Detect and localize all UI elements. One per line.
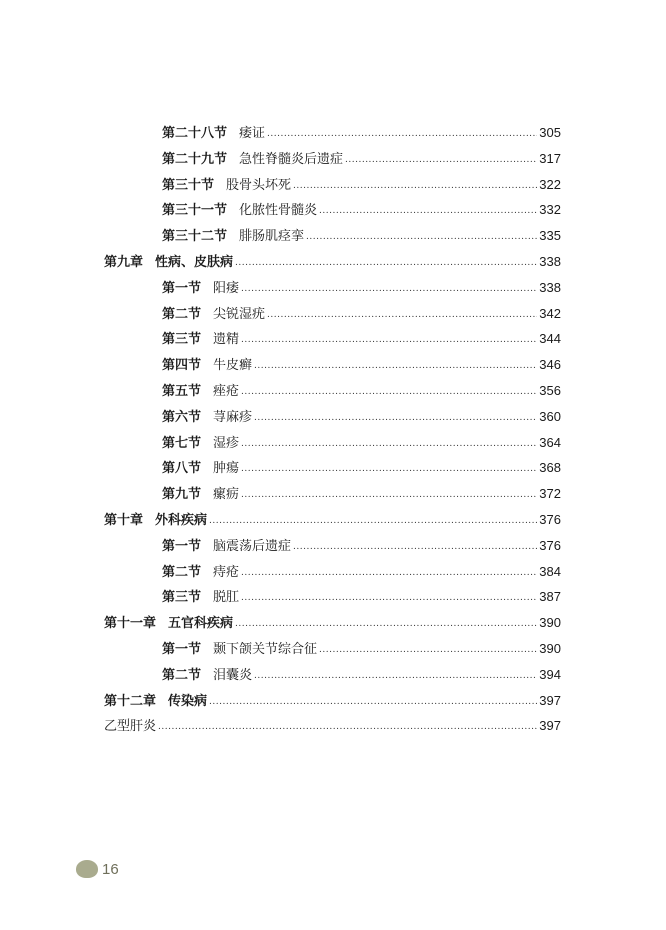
toc-section-row[interactable] <box>104 223 561 249</box>
toc-entry-number: 第十二章 <box>104 693 157 709</box>
toc-entry-label <box>162 302 265 328</box>
toc-entry-page: 394 <box>539 666 561 682</box>
toc-entry-label <box>162 276 239 302</box>
toc-section-row[interactable] <box>104 301 561 327</box>
toc-entry-label <box>162 637 317 663</box>
toc-section-row[interactable] <box>104 636 561 662</box>
toc-entry-number: 第二十九节 <box>162 151 228 167</box>
toc-entry-title: 痔疮 <box>213 564 240 580</box>
toc-entry-number: 第三节 <box>162 332 202 348</box>
dot-leader <box>235 251 537 277</box>
toc-section-row[interactable] <box>104 378 561 404</box>
toc-entry-title: 腓肠肌痉挛 <box>239 229 305 245</box>
toc-entry-title: 颞下颌关节综合征 <box>213 641 318 657</box>
toc-entry-number: 第十一章 <box>104 616 157 632</box>
toc-entry-number: 第九章 <box>104 254 144 270</box>
toc-entry-title: 传染病 <box>168 693 208 709</box>
toc-entry-label <box>104 508 207 534</box>
toc-chapter-row[interactable] <box>104 688 561 714</box>
toc-section-row[interactable] <box>104 533 561 559</box>
dot-leader <box>293 174 537 200</box>
toc-entry-title: 湿疹 <box>213 435 240 451</box>
toc-entry-title: 肿瘍 <box>213 461 240 477</box>
page-number: 16 <box>102 860 119 878</box>
toc-entry-title: 痤疮 <box>213 383 240 399</box>
toc-entry-title: 脑震荡后遗症 <box>213 538 292 554</box>
toc-entry-title: 遗精 <box>213 332 240 348</box>
toc-entry-page: 384 <box>539 563 561 579</box>
toc-entry-page: 305 <box>539 125 561 140</box>
toc-section-row[interactable] <box>104 352 561 378</box>
toc-entry-number: 第一节 <box>162 641 202 657</box>
toc-entry-label <box>162 431 239 457</box>
dot-leader <box>267 122 537 148</box>
table-of-contents <box>104 120 561 739</box>
toc-entry-title: 脱肛 <box>213 590 240 606</box>
toc-chapter-row[interactable] <box>104 249 561 275</box>
dot-leader <box>241 561 537 587</box>
toc-entry-number: 第三十二节 <box>162 229 228 245</box>
dot-leader <box>345 148 537 174</box>
toc-chapter-row[interactable] <box>104 507 561 533</box>
toc-section-row[interactable] <box>104 662 561 688</box>
toc-entry-number: 第二节 <box>162 306 202 322</box>
toc-entry-title: 五官科疾病 <box>168 616 234 632</box>
toc-entry-label <box>162 482 239 508</box>
toc-entry-label <box>162 663 252 689</box>
toc-entry-label <box>162 198 317 224</box>
toc-entry-page: 397 <box>539 692 561 708</box>
toc-entry-label <box>162 534 291 560</box>
toc-entry-title: 股骨头坏死 <box>226 177 292 193</box>
toc-entry-number: 第二十八节 <box>162 126 228 141</box>
toc-entry-title: 瘰疬 <box>213 487 240 503</box>
toc-entry-label <box>104 689 207 715</box>
dot-leader <box>158 715 537 741</box>
toc-entry-title: 化脓性骨髓炎 <box>239 203 318 219</box>
dot-leader <box>319 638 537 664</box>
toc-entry-label <box>162 353 252 379</box>
toc-entry-number: 第四节 <box>162 358 202 374</box>
toc-entry-page: 397 <box>539 718 561 734</box>
toc-entry-title: 外科疾病 <box>155 512 208 528</box>
toc-section-row[interactable] <box>104 481 561 507</box>
toc-entry-page: 346 <box>539 357 561 373</box>
toc-entry-title: 痿证 <box>239 126 266 141</box>
toc-entry-label <box>104 611 233 637</box>
dot-leader <box>319 199 537 225</box>
toc-section-row[interactable] <box>104 404 561 430</box>
toc-entry-number: 第七节 <box>162 435 202 451</box>
dot-leader <box>241 586 537 612</box>
toc-entry-title: 荨麻疹 <box>213 409 253 425</box>
toc-entry-label <box>162 147 343 173</box>
toc-entry-page: 342 <box>539 305 561 321</box>
toc-entry-number: 第一节 <box>162 280 202 296</box>
toc-chapter-row[interactable] <box>104 610 561 636</box>
toc-entry-number: 第九节 <box>162 487 202 503</box>
dot-leader <box>267 303 537 329</box>
toc-entry-label <box>162 224 304 250</box>
toc-entry-number: 第八节 <box>162 461 202 477</box>
dot-leader <box>241 457 537 483</box>
toc-entry-number: 第六节 <box>162 409 202 425</box>
toc-entry-title: 性病、皮肤病 <box>155 254 234 270</box>
toc-entry-page: 344 <box>539 331 561 347</box>
toc-entry-page: 332 <box>539 202 561 218</box>
dot-leader <box>293 535 537 561</box>
toc-entry-title: 乙型肝炎 <box>104 719 157 735</box>
toc-section-row[interactable] <box>104 559 561 585</box>
toc-entry-label <box>162 327 239 353</box>
dot-leader <box>241 483 537 509</box>
toc-entry-number: 第二节 <box>162 667 202 683</box>
leaf-badge-icon <box>76 860 98 878</box>
toc-entry-label <box>162 456 239 482</box>
toc-entry-label <box>162 585 239 611</box>
toc-entry-page: 360 <box>539 408 561 424</box>
dot-leader <box>241 328 537 354</box>
toc-entry-number: 第一节 <box>162 538 202 554</box>
toc-entry-page: 364 <box>539 434 561 450</box>
toc-entry-page: 322 <box>539 176 561 192</box>
toc-entry-title: 泪囊炎 <box>213 667 253 683</box>
toc-section-row[interactable] <box>104 713 561 739</box>
dot-leader <box>209 690 537 716</box>
toc-entry-page: 338 <box>539 253 561 269</box>
toc-section-row[interactable] <box>104 275 561 301</box>
toc-entry-label <box>162 560 239 586</box>
toc-section-row[interactable] <box>104 172 561 198</box>
toc-entry-label <box>162 121 265 147</box>
toc-entry-label <box>162 405 252 431</box>
dot-leader <box>241 277 537 303</box>
dot-leader <box>306 225 537 251</box>
toc-entry-page: 317 <box>539 150 561 166</box>
toc-entry-number: 第五节 <box>162 383 202 399</box>
dot-leader <box>235 612 537 638</box>
toc-section-row[interactable] <box>104 120 561 146</box>
toc-section-row[interactable] <box>104 197 561 223</box>
toc-entry-label <box>104 714 156 740</box>
toc-entry-page: 390 <box>539 615 561 631</box>
toc-entry-title: 尖锐湿疣 <box>213 306 266 322</box>
toc-section-row[interactable] <box>104 430 561 456</box>
toc-entry-page: 372 <box>539 486 561 502</box>
dot-leader <box>254 664 537 690</box>
toc-entry-label <box>162 173 291 199</box>
toc-entry-number: 第三十一节 <box>162 203 228 219</box>
toc-entry-page: 338 <box>539 279 561 295</box>
toc-section-row[interactable] <box>104 146 561 172</box>
dot-leader <box>241 380 537 406</box>
dot-leader <box>254 406 537 432</box>
toc-entry-number: 第二节 <box>162 564 202 580</box>
toc-section-row[interactable] <box>104 584 561 610</box>
dot-leader <box>209 509 537 535</box>
toc-entry-label <box>162 379 239 405</box>
page-footer <box>76 860 119 878</box>
toc-entry-title: 急性脊髓炎后遗症 <box>239 151 344 167</box>
toc-entry-page: 387 <box>539 589 561 605</box>
toc-entry-page: 356 <box>539 382 561 398</box>
toc-entry-label <box>104 250 233 276</box>
toc-entry-title: 牛皮癣 <box>213 358 253 374</box>
toc-entry-number: 第三节 <box>162 590 202 606</box>
toc-entry-number: 第十章 <box>104 512 144 528</box>
toc-entry-page: 376 <box>539 537 561 553</box>
dot-leader <box>241 432 537 458</box>
dot-leader <box>254 354 537 380</box>
toc-entry-number: 第三十节 <box>162 177 215 193</box>
toc-section-row[interactable] <box>104 326 561 352</box>
toc-entry-page: 335 <box>539 228 561 244</box>
toc-entry-title: 阳痿 <box>213 280 240 296</box>
toc-entry-page: 390 <box>539 640 561 656</box>
toc-entry-page: 376 <box>539 511 561 527</box>
toc-section-row[interactable] <box>104 455 561 481</box>
toc-entry-page: 368 <box>539 460 561 476</box>
